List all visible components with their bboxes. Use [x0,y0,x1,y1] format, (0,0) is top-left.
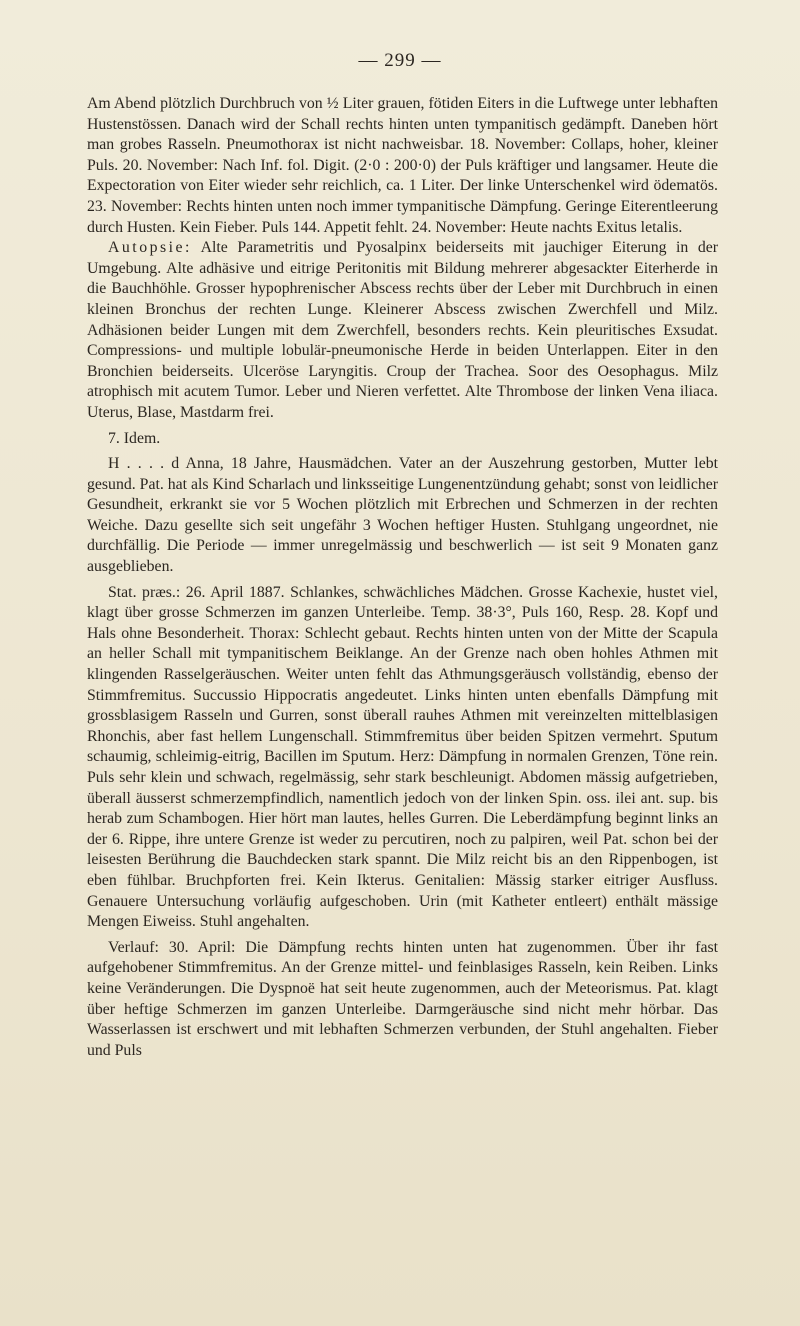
paragraph-course: Verlauf: 30. April: Die Dämpfung rechts hinten unten hat zugenommen. Über ihr fast aufgehobener Stimmfremitus. An der Grenze mittel- und feinblasiges Rasseln, kein Reiben. Links keine Veränderungen. Die Dyspnoë hat seit heute zugenommen, auch der Meteorismus. Pat. klagt über heftige Schmerzen im ganzen Unterleibe. Darmgeräusche sind nicht mehr hörbar. Das Wasserlassen ist erschwert und mit lebhaften Schmerzen verbunden, der Stuhl angehalten. Fieber und Puls [87,938,718,1059]
paragraph-anamnesis: H . . . . d Anna, 18 Jahre, Hausmädchen. Vater an der Auszehrung gestorben, Mutter lebt gesund. Pat. hat als Kind Scharlach und linksseitige Lungenentzündung gehabt; sonst von leidlicher Gesundheit, erkrankt sie vor 5 Wochen plötzlich mit Erbrechen und Schmerzen in der rechten Weiche. Dazu gesellte sich seit ungefähr 3 Wochen heftiger Husten. Stuhlgang ungeordnet, nie durchfällig. Die Periode — immer unregelmässig und beschwerlich — ist seit 9 Monaten ganz ausgeblieben. [87,455,718,576]
autopsy-text: Alte Parametritis und Pyosalpinx beiderseits mit jauchiger Eiterung in der Umgebung. Alte adhäsive und eitrige Peritonitis mit Bildung mehrerer abgesackter Eiterherde in die Bauchhöhle. Grosser hypophrenischer Abscess rechts über der Leber mit Durchbruch in einen kleinen Bronchus der rechten Lunge. Kleinerer Abscess zwischen Zwerchfell und Milz. Adhäsionen beider Lungen mit dem Zwerchfell, besonders rechts. Kein pleuritisches Exsudat. Compressions- und multiple lobulär-pneumonische Herde in beiden Unterlappen. Eiter in den Bronchien beiderseits. Ulceröse Laryngitis. Croup der Trachea. Soor des Oesophagus. Milz atrophisch mit acutem Tumor. Leber und Nieren verfettet. Alte Thrombose der linken Vena iliaca. Uterus, Blase, Mastdarm frei. [87,239,718,421]
autopsy-heading: Autopsie: [108,239,192,257]
paragraph-autopsy [87,238,718,423]
paragraph-status-praesens: Stat. præs.: 26. April 1887. Schlankes, schwächliches Mädchen. Grosse Kachexie, hustet viel, klagt über grosse Schmerzen im ganzen Unterleibe. Temp. 38·3°, Puls 160, Resp. 28. Kopf und Hals ohne Besonderheit. Thorax: Schlecht gebaut. Rechts hinten unten von der Mitte der Scapula an heller Schall mit tympanitischem Beiklange. An der Grenze nach oben hohles Athmen mit klingenden Rasselgeräuschen. Weiter unten fehlt das Athmungsgeräusch vollständig, ebenso der Stimmfremitus. Succussio Hippocratis angedeutet. Links hinten unten ebenfalls Dämpfung mit grossblasigem Rasseln und Gurren, sonst überall rauhes Athmen mit vereinzelten mittelblasigen Rhonchis, aber fast hellem Lungenschall. Stimmfremitus über beiden Spitzen vermehrt. Sputum schaumig, schleimig-eitrig, Bacillen im Sputum. Herz: Dämpfung in normalen Grenzen, Töne rein. Puls sehr klein und schwach, regelmässig, sehr stark beschleunigt. Abdomen mässig aufgetrieben, überall äusserst schmerzempfindlich, namentlich jedoch von der linken Spin. oss. ilei ant. sup. bis herab zum Schambogen. Hier hört man lautes, helles Gurren. Die Leberdämpfung beginnt links an der 6. Rippe, ihre untere Grenze ist weder zu percutiren, noch zu palpiren, weil Pat. schon bei der leisesten Berührung die Bauchdecken stark spannt. Die Milz reicht bis an den Rippenbogen, ist eben fühlbar. Bruchpforten frei. Kein Ikterus. Genitalien: Mässig starker eitriger Ausfluss. Genauere Untersuchung vorläufig aufgeschoben. Urin (mit Katheter entleert) enthält mässige Mengen Eiweiss. Stuhl angehalten. [87,583,718,931]
body-text [87,94,718,1061]
page-number: — 299 — [358,50,442,71]
case-number-heading: 7. Idem. [108,429,161,447]
paragraph-case-course: Am Abend plötzlich Durchbruch von ½ Liter grauen, fötiden Eiters in die Luftwege unter lebhaften Hustenstössen. Danach wird der Schall rechts hinten unten tympanitisch gedämpft. Daneben hört man grobes Rasseln. Pneumothorax ist nicht nachweisbar. 18. November: Collaps, hoher, kleiner Puls. 20. November: Nach Inf. fol. Digit. (2·0 : 200·0) der Puls kräftiger und langsamer. Heute die Expectoration von Eiter wieder sehr reichlich, ca. 1 Liter. Der linke Unterschenkel wird ödematös. 23. November: Rechts hinten unten noch immer tympanitische Dämpfung. Geringe Eiterentleerung durch Husten. Kein Fieber. Puls 144. Appetit fehlt. 24. November: Heute nachts Exitus letalis. [87,95,718,236]
